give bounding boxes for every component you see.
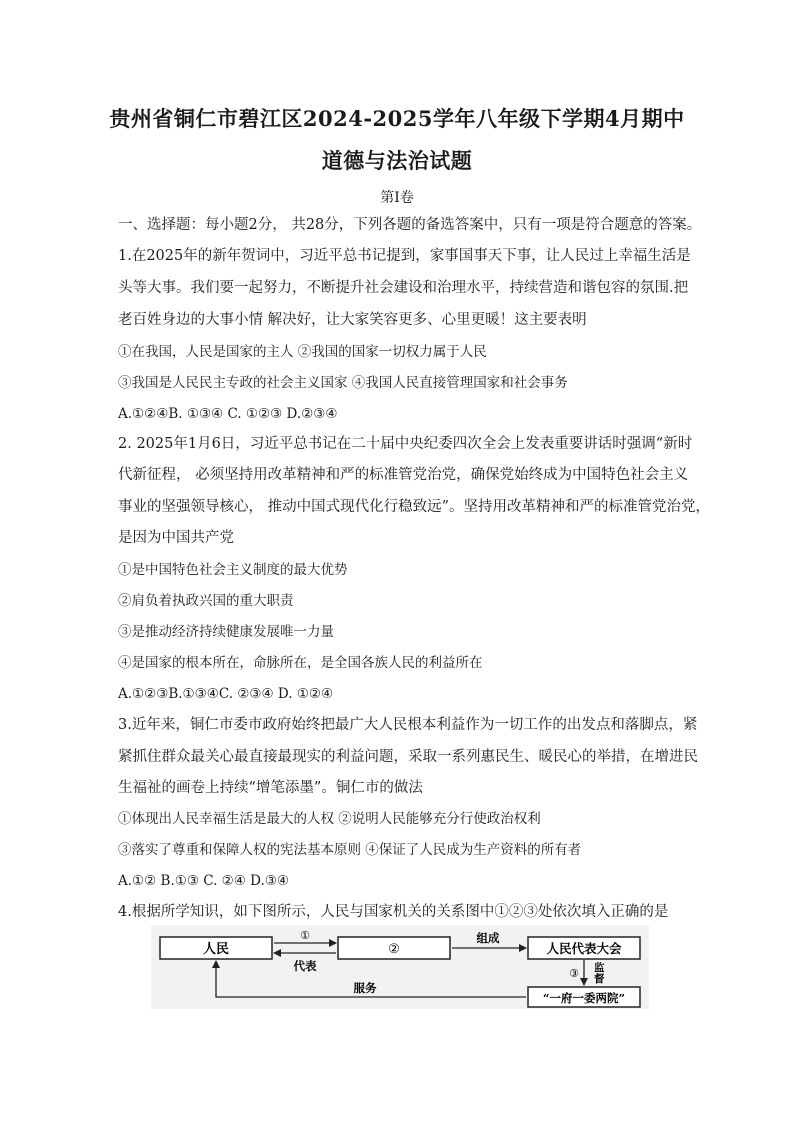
exam-title-line2: 道德与法治试题 bbox=[321, 148, 473, 173]
q3-statement-line-1: ①体现出人民幸福生活是最大的人权 ②说明人民能够充分行使政治权利 bbox=[118, 811, 541, 827]
q3-answer-options: A.①② B.①③ C. ②④ D.③④ bbox=[118, 873, 290, 889]
q1-stem-line-3: 老百姓身边的大事小情 解决好，让大家笑容更多、心里更暖！这主要表明 bbox=[118, 312, 587, 328]
q2-stem-line-2: 代新征程， 必须坚持用改革精神和严的标准管党治党，确保党始终成为中国特色社会主义 bbox=[118, 467, 689, 483]
q1-stem-line-1: 1.在2025年的新年贺词中，习近平总书记提到，家事国事天下事，让人民过上幸福生活是 bbox=[118, 248, 691, 264]
q2-statement-3: ③是推动经济持续健康发展唯一力量 bbox=[118, 624, 334, 640]
box-organs-label: “一府一委两院” bbox=[542, 991, 626, 1005]
q3-stem-line-2: 紧抓住群众最关心最直接最现实的利益问题，采取一系列惠民生、暖民心的举措，在增进民 bbox=[118, 749, 698, 765]
part-label: 第Ⅰ卷 bbox=[380, 190, 414, 206]
label-serve: 服务 bbox=[353, 981, 377, 995]
box-congress-label: 人民代表大会 bbox=[546, 941, 622, 956]
label-supervise-1: 监 bbox=[594, 962, 605, 974]
relation-diagram bbox=[150, 924, 650, 1010]
q2-stem-line-1: 2. 2025年1月6日，习近平总书记在二十届中央纪委四次全会上发表重要讲话时强调“新时 bbox=[118, 436, 693, 452]
mark-3: ③ bbox=[569, 967, 579, 980]
q2-statement-2: ②肩负着执政兴国的重大职责 bbox=[118, 593, 294, 609]
exam-title-line1: 贵州省铜仁市碧江区2024-2025学年八年级下学期4月期中 bbox=[109, 106, 685, 131]
section-intro: 一、选择题：每小题2分， 共28分，下列各题的备选答案中，只有一项是符合题意的答案。 bbox=[118, 217, 702, 233]
q1-statement-line-2: ③我国是人民民主专政的社会主义国家 ④我国人民直接管理国家和社会事务 bbox=[118, 375, 568, 391]
q3-stem-line-3: 生福祉的画卷上持续“增笔添墨”。铜仁市的做法 bbox=[118, 780, 423, 796]
q2-stem-line-3: 事业的坚强领导核心， 推动中国式现代化行稳致远”。坚持用改革精神和严的标准管党治党， bbox=[118, 499, 711, 515]
q4-stem: 4.根据所学知识，如下图所示，人民与国家机关的关系图中①②③处依次填入正确的是 bbox=[118, 904, 669, 920]
box-people-label: 人民 bbox=[202, 942, 230, 957]
q3-stem-line-1: 3.近年来，铜仁市委市政府始终把最广大人民根本利益作为一切工作的出发点和落脚点，紧 bbox=[118, 717, 698, 733]
label-represent: 代表 bbox=[293, 959, 317, 973]
q2-stem-line-4: 是因为中国共产党 bbox=[118, 530, 234, 546]
q1-answer-options: A.①②④B. ①③④ C. ①②③ D.②③④ bbox=[118, 406, 338, 422]
q2-answer-options: A.①②③B.①③④C. ②③④ D. ①②④ bbox=[118, 686, 334, 702]
q2-statement-4: ④是国家的根本所在，命脉所在，是全国各族人民的利益所在 bbox=[118, 655, 483, 671]
q2-statement-1: ①是中国特色社会主义制度的最大优势 bbox=[118, 562, 348, 578]
label-supervise-2: 督 bbox=[594, 973, 605, 985]
q1-stem-line-2: 头等大事。我们要一起努力，不断提升社会建设和治理水平，持续营造和谐包容的氛围.把 bbox=[118, 280, 689, 296]
q3-statement-line-2: ③落实了尊重和保障人权的宪法基本原则 ④保证了人民成为生产资料的所有者 bbox=[118, 842, 582, 858]
mark-1: ① bbox=[300, 929, 310, 942]
label-form: 组成 bbox=[476, 931, 500, 945]
q1-statement-line-1: ①在我国，人民是国家的主人 ②我国的国家一切权力属于人民 bbox=[118, 344, 487, 360]
box-blank-label: ② bbox=[388, 942, 400, 957]
